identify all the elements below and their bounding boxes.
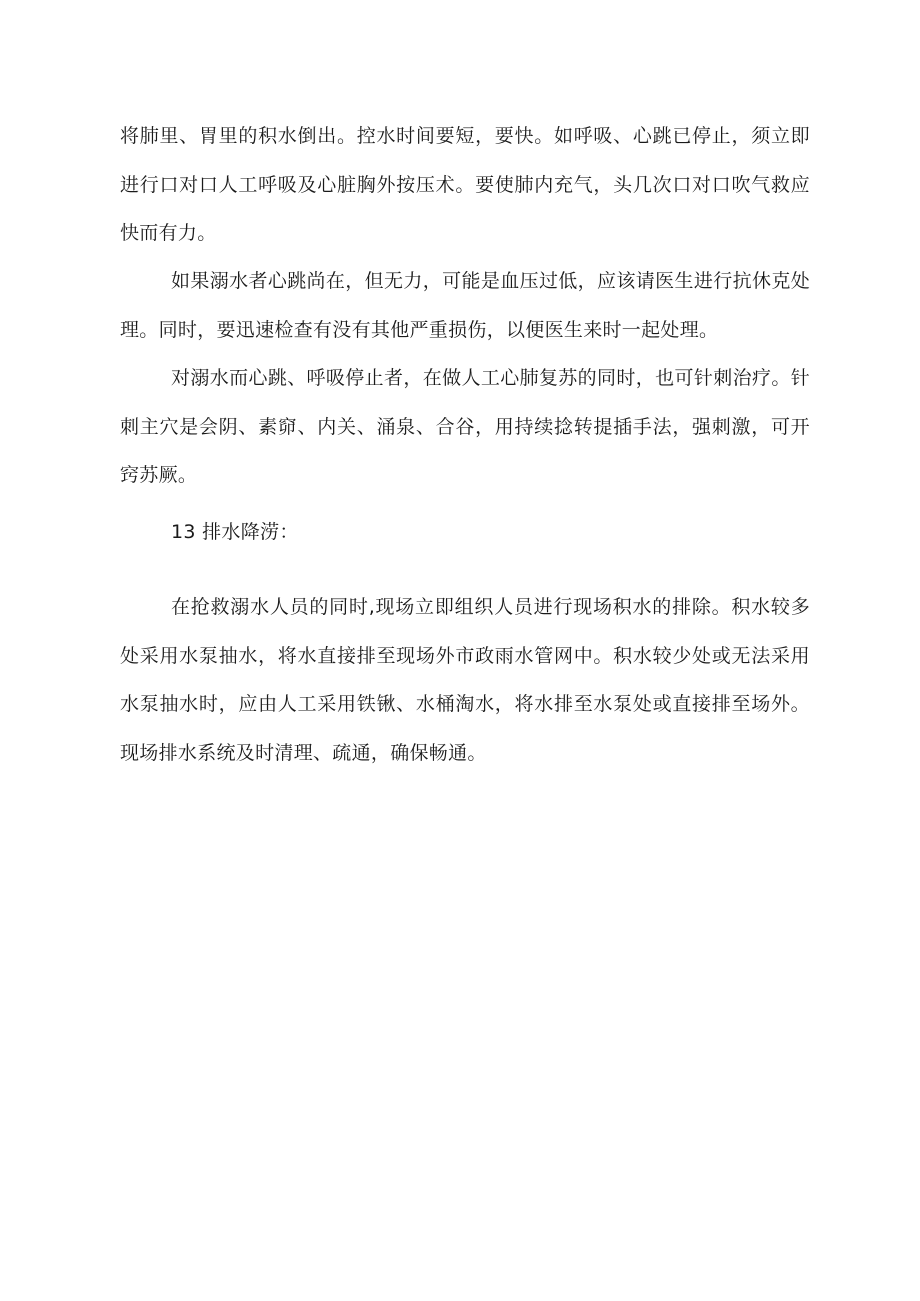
paragraph-acupuncture: 对溺水而心跳、呼吸停止者，在做人工心肺复苏的同时，也可针刺治疗。针刺主穴是会阴、素窌、内关、涌泉、合谷，用持续捻转提插手法，强刺激，可开窍苏厥。 xyxy=(120,367,810,486)
section-heading-drainage: 13 排水降涝： xyxy=(171,521,299,543)
paragraph-drainage: 在抢救溺水人员的同时,现场立即组织人员进行现场积水的排除。积水较多处采用水泵抽水，将水直接排至现场外市政雨水管网中。积水较少处或无法采用水泵抽水时，应由人工采用铁锹、水桶淘水，将水排至水泵处或直接排至场外。现场排水系统及时清理、疏通，确保畅通。 xyxy=(120,596,810,764)
paragraph-rescue-procedure: 将肺里、胃里的积水倒出。控水时间要短，要快。如呼吸、心跳已停止，须立即进行口对口人工呼吸及心脏胸外按压术。要使肺内充气，头几次口对口吹气救应快而有力。 xyxy=(120,125,810,244)
paragraph-weak-heartbeat: 如果溺水者心跳尚在，但无力，可能是血压过低，应该请医生进行抗休克处理。同时，要迅速检查有没有其他严重损伤，以便医生来时一起处理。 xyxy=(120,270,810,341)
